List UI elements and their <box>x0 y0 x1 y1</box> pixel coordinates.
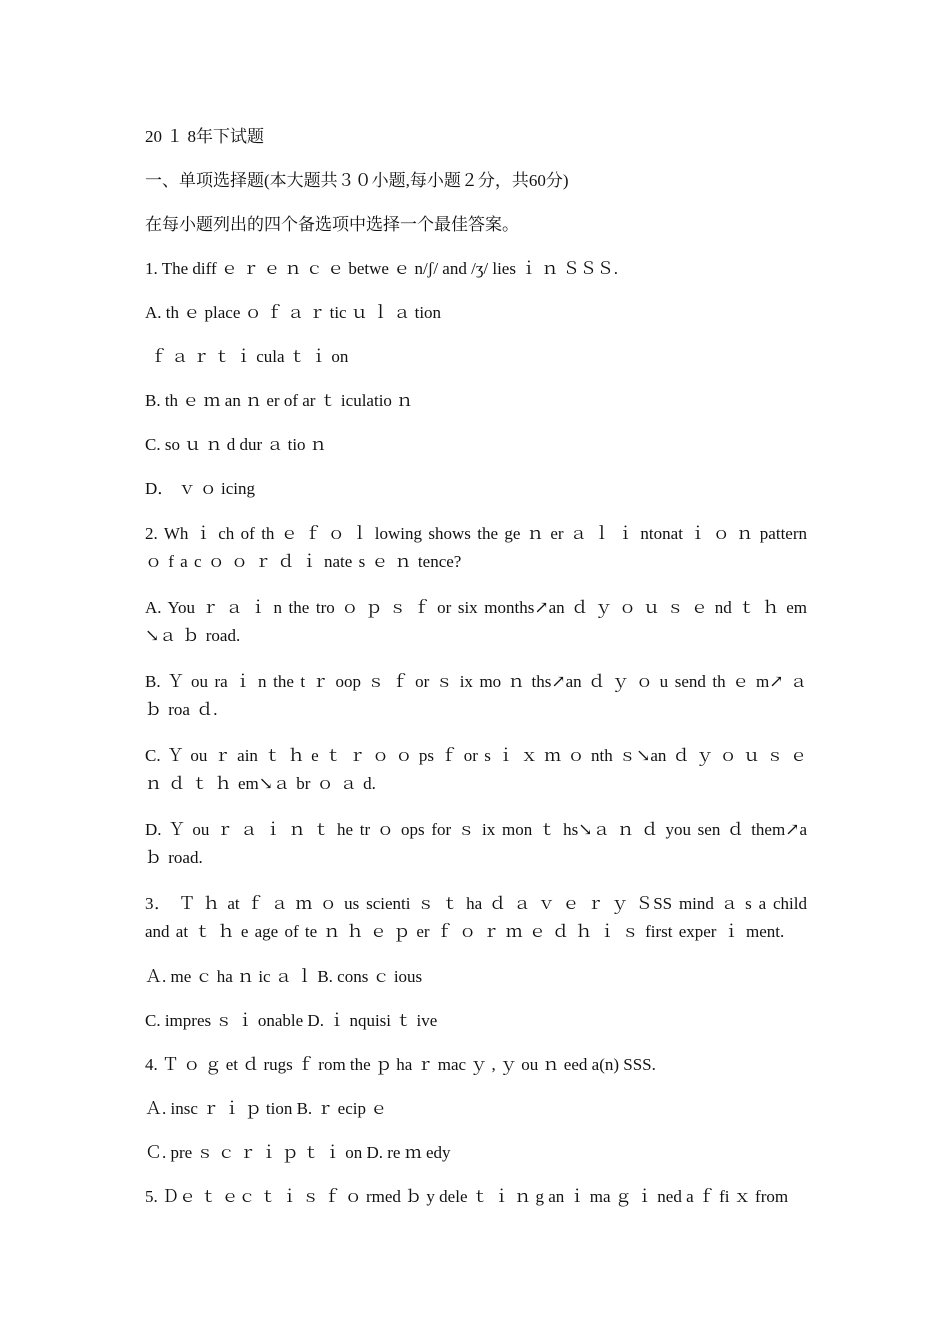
question-5-stem: 5. Ｄｅ ｔ ｅｃ ｔ ｉ ｓ ｆ ｏ rmed ｂ y dele ｔ ｉ ｎ g an ｉ ma ｇ ｉ ned a ｆ fi ｘ from <box>145 1187 789 1206</box>
question-1-option-b: B. th ｅ ｍ an ｎ er of ar ｔ iculatio ｎ <box>145 391 414 410</box>
question-1-stem: 1. The diff ｅ ｒ ｅ ｎ ｃ ｅ betwe ｅ n/ʃ/ and /ʒ/ lies ｉ ｎ ＳＳＳ. <box>145 259 618 278</box>
question-2-option-b: B. Ｙ ou ra ｉ n the t ｒ oop ｓ ｆ or ｓ ix mo ｎ ths↗an ｄ ｙ ｏ u send th ｅ m↗ ａ ｂ roa ｄ. <box>145 672 807 719</box>
question-4-options-ab: Ａ. insc ｒ ｉ ｐ tion B. ｒ ecip ｅ <box>145 1099 388 1118</box>
question-1-option-d: D． ｖ ｏ icing <box>145 479 256 498</box>
question-1-option-c: C. so ｕ ｎ d dur ａ tio ｎ <box>145 435 327 454</box>
question-3-options-ab: Ａ. me ｃ ha ｎ ic ａ ｌ B. cons ｃ ious <box>145 967 423 986</box>
question-2-option-c: C. Ｙ ou ｒ ain ｔ ｈ e ｔ ｒ ｏ ｏ ps ｆ or s ｉ ｘ ｍ ｏ nth ｓ↘an ｄ ｙ ｏ ｕ ｓ ｅ ｎ ｄ ｔ ｈ em↘ａ br ｏ ａ d. <box>145 746 807 793</box>
question-2-option-d: D. Ｙ ou ｒ ａ ｉ ｎ ｔ he tr ｏ ops for ｓ ix mon ｔ hs↘ａ ｎ ｄ you sen ｄ them↗a ｂ road. <box>145 820 807 867</box>
question-2-stem: 2. Wh ｉ ch of th ｅ ｆ ｏ ｌ lowing shows the ge ｎ er ａ ｌ ｉ ntonat ｉ ｏ ｎ pattern ｏ f a c ｏ ｏ ｒ ｄ ｉ nate s ｅ ｎ tence? <box>145 524 807 571</box>
question-1-option-a: A. th ｅ place ｏ ｆ ａ ｒ tic ｕ ｌ ａ tion <box>145 303 442 322</box>
section-heading: 一、单项选择题(本大题共３０小题,每小题２分，共60分) <box>145 171 569 190</box>
question-3-options-cd: C. impres ｓ ｉ onable D. ｉ nquisi ｔ ive <box>145 1011 438 1030</box>
exam-content <box>145 124 807 1228</box>
exam-title: 20 １ 8年下试题 <box>145 127 264 146</box>
question-3-stem: 3． Ｔ ｈ at ｆ ａ ｍ ｏ us scienti ｓ ｔ ha ｄ ａ ｖ ｅ ｒ ｙ ＳSS mind ａ s a child and at ｔ ｈ e age of te ｎ ｈ ｅ ｐ er ｆ ｏ ｒ ｍ ｅ ｄ ｈ ｉ ｓ first exper ｉ ment. <box>145 894 807 941</box>
instruction-text: 在每小题列出的四个备选项中选择一个最佳答案。 <box>145 215 519 234</box>
question-2-option-a: A. You ｒ ａ ｉ n the tro ｏ ｐ ｓ ｆ or six months↗an ｄ ｙ ｏ ｕ ｓ ｅ nd ｔ ｈ em ↘ａ ｂ road. <box>145 598 807 645</box>
question-1-option-fragment: ｆ ａ ｒ ｔ ｉ cula ｔ ｉ on <box>150 347 349 366</box>
question-4-options-cd: Ｃ. pre ｓ ｃ ｒ ｉ ｐ ｔ ｉ on D. re ｍ edy <box>145 1143 451 1162</box>
question-4-stem: 4. Ｔ ｏ ｇ et ｄ rugs ｆ rom the ｐ ha ｒ mac ｙ , ｙ ou ｎ eed a(n) SSS. <box>145 1055 656 1074</box>
